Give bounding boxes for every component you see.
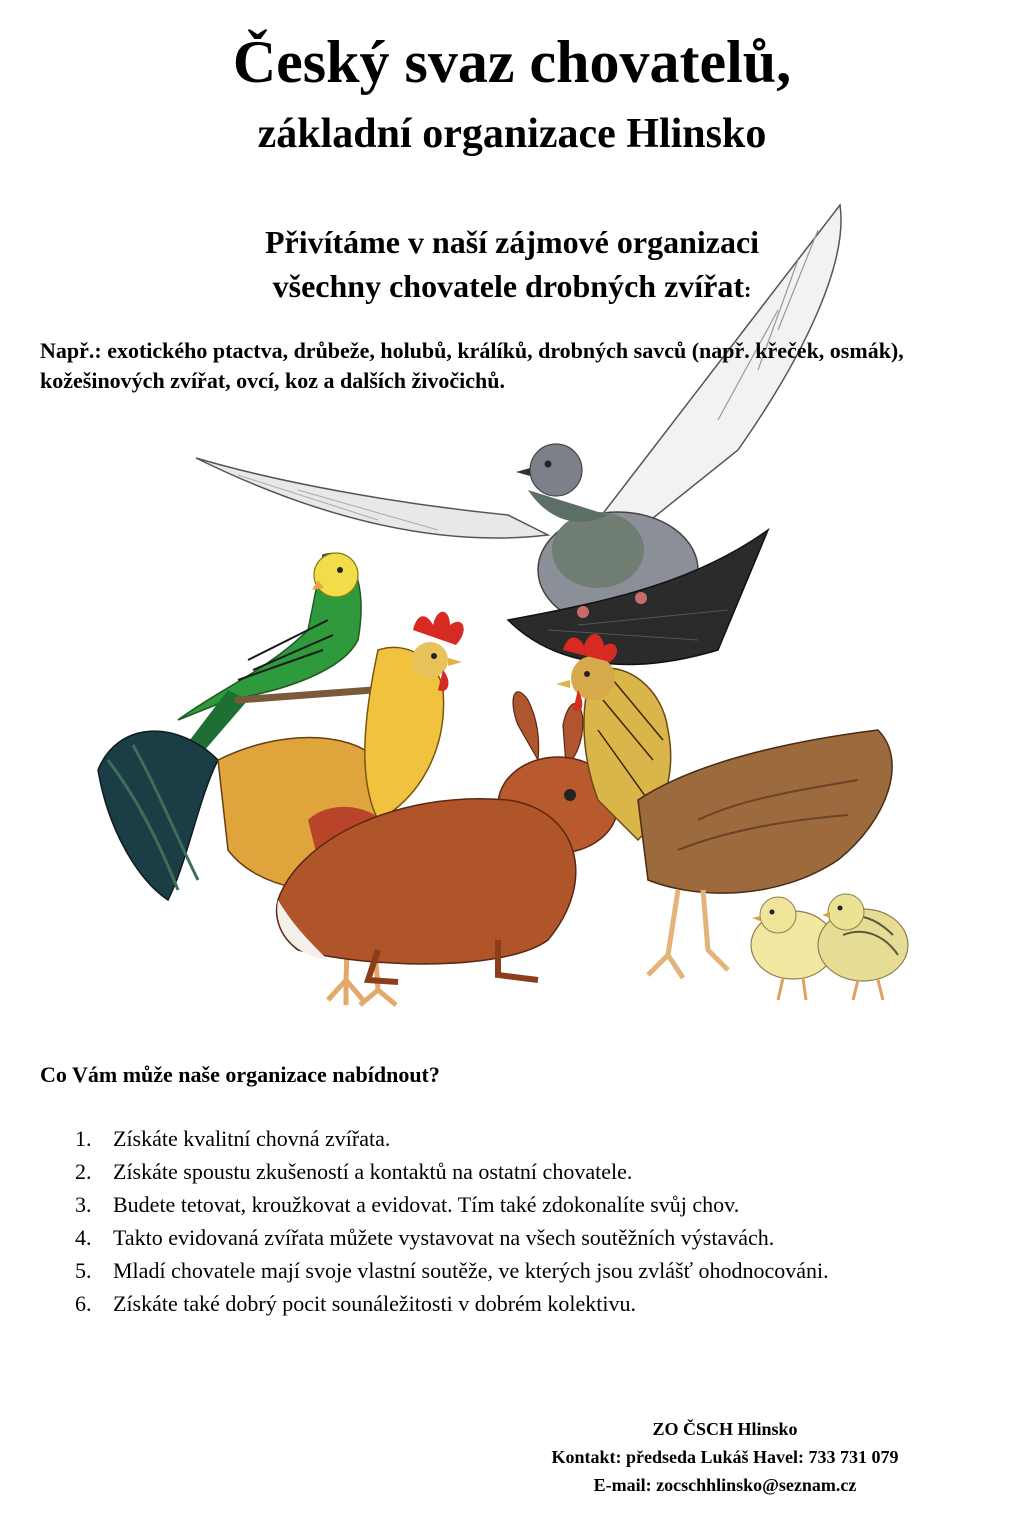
welcome-message xyxy=(0,220,1024,312)
list-item-number: 1. xyxy=(75,1126,92,1151)
contact-person: Kontakt: předseda Lukáš Havel: 733 731 079 xyxy=(551,1447,899,1467)
animals-illustration xyxy=(78,200,938,1020)
list-item-number: 5. xyxy=(75,1258,92,1283)
list-item xyxy=(40,1221,1000,1254)
list-item-number: 4. xyxy=(75,1225,92,1250)
animal-examples: Např.: exotického ptactva, drůbeže, holubů, králíků, drobných savců (např. křeček, osmák), kožešinových zvířat, ovcí, koz a dalších živočichů. xyxy=(40,338,904,393)
page-subtitle: základní organizace Hlinsko xyxy=(257,111,767,157)
welcome-line-1: Přivítáme v naší zájmové organizaci xyxy=(264,224,760,260)
list-item xyxy=(40,1254,1000,1287)
contact-org: ZO ČSCH Hlinsko xyxy=(652,1419,798,1439)
list-item xyxy=(40,1287,1000,1320)
list-item-text: Takto evidovaná zvířata můžete vystavovat na všech soutěžních výstavách. xyxy=(113,1225,775,1250)
list-item-text: Získáte kvalitní chovná zvířata. xyxy=(113,1126,391,1151)
list-item-number: 6. xyxy=(75,1291,92,1316)
chick-icon xyxy=(751,894,908,1000)
welcome-line-2-text: všechny chovatele drobných zvířat xyxy=(272,268,745,304)
list-item-number: 3. xyxy=(75,1192,92,1217)
benefits-list xyxy=(40,1122,1000,1320)
contact-email[interactable]: E-mail: zocschhlinsko@seznam.cz xyxy=(593,1475,857,1495)
page-title: Český svaz chovatelů, xyxy=(232,29,792,95)
list-item xyxy=(40,1188,1000,1221)
list-item-text: Získáte spoustu zkušeností a kontaktů na ostatní chovatele. xyxy=(113,1159,633,1184)
list-item-number: 2. xyxy=(75,1159,92,1184)
list-item-text: Získáte také dobrý pocit sounáležitosti v dobrém kolektivu. xyxy=(113,1291,636,1316)
welcome-colon: : xyxy=(744,277,752,302)
contact-block xyxy=(490,1415,960,1499)
list-item-text: Mladí chovatele mají svoje vlastní soutěže, ve kterých jsou zvlášť ohodnocováni. xyxy=(113,1258,829,1283)
list-item xyxy=(40,1155,1000,1188)
list-item-text: Budete tetovat, kroužkovat a evidovat. Tím také zdokonalíte svůj chov. xyxy=(113,1192,740,1217)
offer-heading: Co Vám může naše organizace nabídnout? xyxy=(40,1062,440,1087)
welcome-line-2 xyxy=(0,264,1024,312)
list-item xyxy=(40,1122,1000,1155)
